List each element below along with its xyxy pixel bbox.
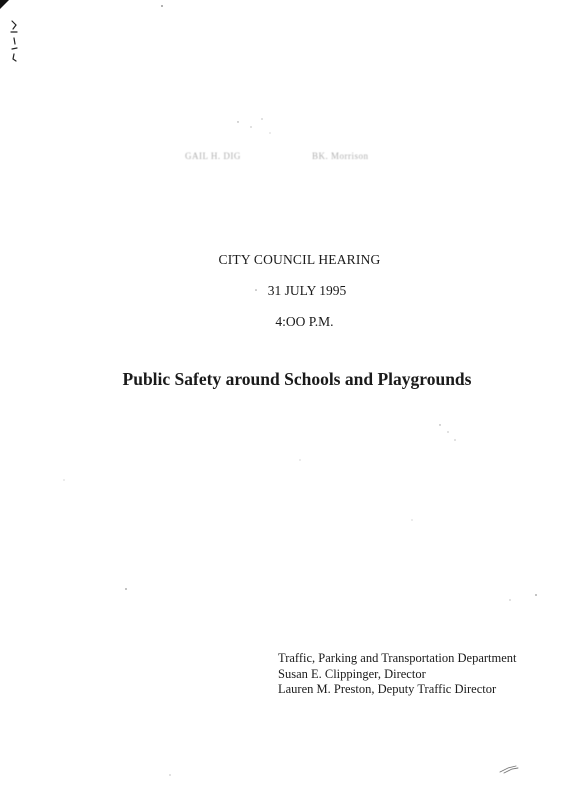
faded-stamp-left: GAIL H. DIG	[185, 151, 241, 161]
document-heading: Public Safety around Schools and Playgrounds	[122, 369, 472, 389]
signature-block	[278, 651, 517, 698]
hearing-date: 31 JULY 1995	[267, 283, 347, 298]
hearing-time: 4:OO P.M.	[275, 314, 334, 329]
hearing-title: CITY COUNCIL HEARING	[218, 252, 381, 267]
department-name: Traffic, Parking and Transportation Department	[278, 651, 517, 665]
deputy-director-name: Lauren M. Preston, Deputy Traffic Director	[278, 682, 497, 696]
margin-handwriting-mark	[9, 18, 23, 68]
scribble-mark	[498, 762, 520, 776]
faded-stamp-right: BK. Morrison	[312, 151, 369, 161]
director-name: Susan E. Clippinger, Director	[278, 666, 426, 681]
